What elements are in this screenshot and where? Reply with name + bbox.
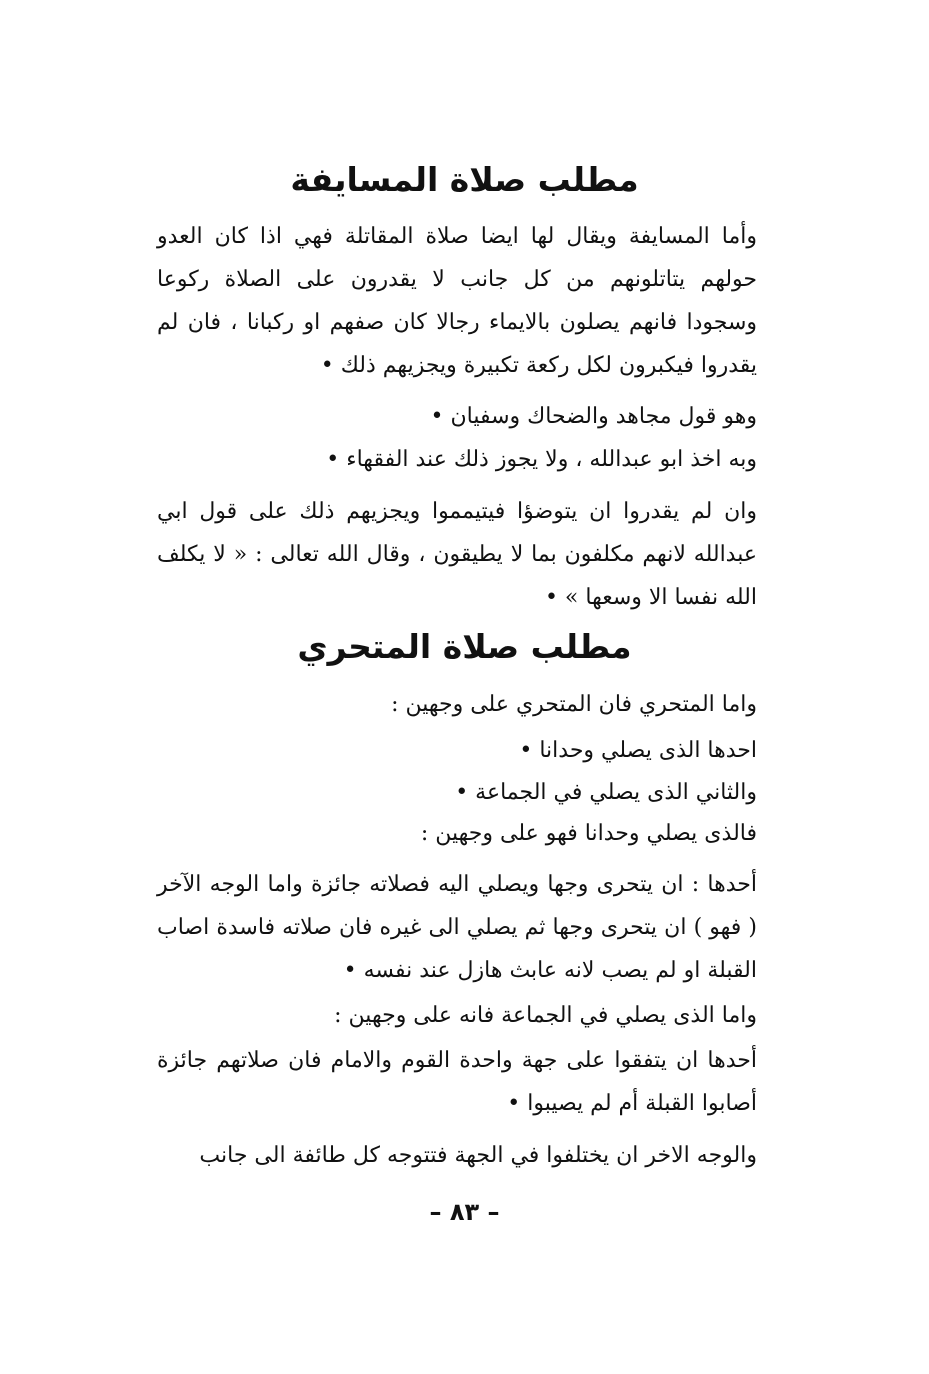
line-mutahari-two-cases: واما المتحري فان المتحري على وجهين : [391,692,757,717]
page-number: – ٨٣ – [429,1198,500,1226]
paragraph-tayammum: وان لم يقدروا ان يتوضؤا فيتيمموا ويجزيهم ذلك على قول ابي عبدالله لانهم مكلفون بما لا يطيقون ، وقال الله تعالى : « لا يكلف الله نفسا الا وسعها » • [157,499,757,610]
line-case-congregation: والثاني الذى يصلي في الجماعة • [455,780,757,805]
line-scholars-opinion: وهو قول مجاهد والضحاك وسفيان • [430,404,757,429]
paragraph-congregation-agree: أحدها ان يتفقوا على جهة واحدة القوم والامام فان صلاتهم جائزة أصابوا القبلة أم لم يصيبوا • [157,1048,757,1116]
paragraph-congregation-differ: والوجه الاخر ان يختلفوا في الجهة فتتوجه كل طائفة الى جانب [199,1143,757,1168]
section-heading-musayafa: مطلب صلاة المسايفة [290,160,639,199]
paragraph-musayafa-definition: وأما المسايفة ويقال لها ايضا صلاة المقاتلة فهي اذا كان العدو حولهم يتاتلونهم من كل جانب لا يقدرون على الصلاة ركوعا وسجودا فانهم يصلون بالايماء رجالا كان صفهم او ركبانا ، فان لم يقدروا فيكبرون لكل ركعة تكبيرة ويجزيهم ذلك • [157,224,758,378]
line-abu-abdullah: وبه اخذ ابو عبدالله ، ولا يجوز ذلك عند الفقهاء • [326,447,757,472]
line-case-alone: احدها الذى يصلي وحدانا • [519,738,757,763]
line-congregation-two-cases: واما الذى يصلي في الجماعة فانه على وجهين : [334,1003,757,1028]
section-heading-mutahari: مطلب صلاة المتحري [297,627,632,666]
paragraph-alone-ruling: أحدها : ان يتحرى وجها ويصلي اليه فصلاته جائزة واما الوجه الآخر ( فهو ) ان يتحرى وجها ثم يصلي الى غيره فان صلاته فاسدة اصاب القبلة او لم يصب لانه عابث هازل عند نفسه • [157,872,757,983]
line-alone-two-cases: فالذى يصلي وحدانا فهو على وجهين : [420,821,757,846]
